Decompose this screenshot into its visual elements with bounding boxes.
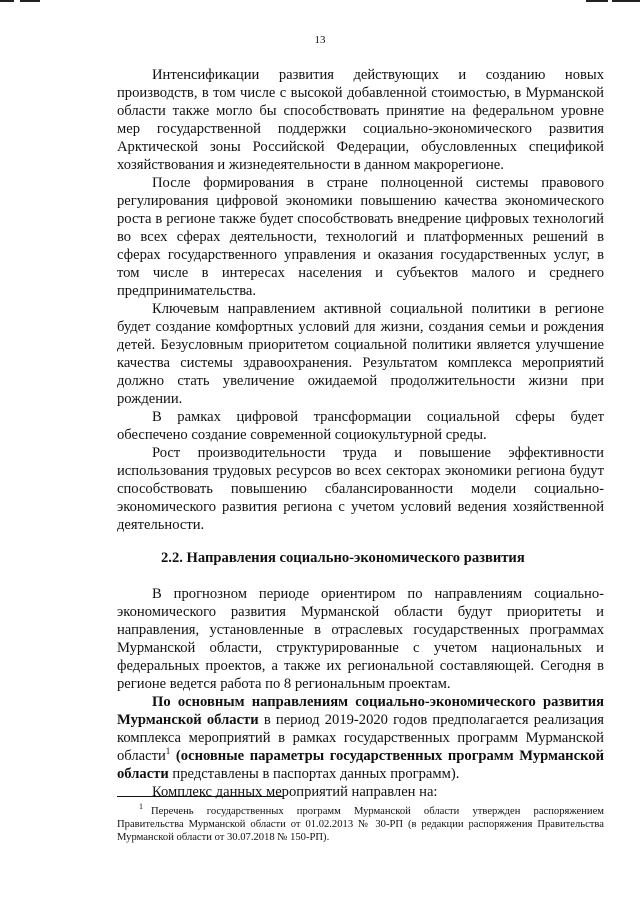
paragraph: Интенсификации развития действующих и созданию новых производств, в том числе с высокой добавленной стоимостью, в Мурманской области также могло бы способствовать принятие на федеральном уровне мер государственной поддержки социально-экономического развития Арктической зоны Российской Федерации, обусловленных спецификой хозяйствования и жизнедеятельности в данном макрорегионе. <box>117 67 604 173</box>
page-number: 13 <box>314 34 326 46</box>
paragraph-text: представлены в паспортах данных программ). <box>168 766 460 782</box>
bold-lead: По основным направлениям социально-экономического развития Мурманской области <box>117 694 604 728</box>
section-heading: 2.2. Направления социально-экономического развития <box>161 550 525 566</box>
paragraph: Рост производительности труда и повышение эффективности использования трудовых ресурсов во всех секторах экономики региона будут способствовать повышению сбалансированности модели социально-экономического развития региона с учетом условий ведения хозяйственной деятельности. <box>117 445 604 533</box>
paragraph: Ключевым направлением активной социальной политики в регионе будет создание комфортных условий для жизни, создания семьи и рождения детей. Безусловным приоритетом социальной политики является улучшение качества системы здравоохранения. Результатом комплекса мероприятий должно стать увеличение ожидаемой продолжительности жизни при рождении. <box>117 301 604 407</box>
scan-edge-mark <box>586 0 608 2</box>
paragraph-text: в период 2019-2020 годов предполагается реализация комплекса мероприятий в рамках государственных программ Мурманской области <box>117 712 604 764</box>
footnote-reference[interactable]: 1 <box>165 746 171 757</box>
footnote-text: Перечень государственных программ Мурманской области утвержден распоряжением Правительства Мурманской области от 01.02.2013 № 30-РП (в редакции распоряжения Правительства Мурманской области от 30.07.2018 № 150-РП). <box>117 806 604 843</box>
footnote-separator <box>117 796 283 797</box>
paragraph: В рамках цифровой трансформации социальной сферы будет обеспечено создание современной социокультурной среды. <box>117 409 604 443</box>
scan-edge-mark <box>0 0 14 2</box>
paragraph <box>117 693 604 783</box>
footnote-marker: 1 <box>139 802 143 812</box>
scan-edge-mark <box>20 0 40 2</box>
document-body <box>117 66 604 801</box>
paragraph: В прогнозном периоде ориентиром по направлениям социально-экономического развития Мурманской области будут приоритеты и направления, установленные в отраслевых государственных программах Мурманской области, структурированные с учетом национальных и федеральных проектов, а также их региональной составляющей. Сегодня в регионе ведется работа по 8 региональным проектам. <box>117 586 604 692</box>
bold-parenthetical: (основные параметры государственных программ Мурманской области <box>117 748 604 782</box>
paragraph: Комплекс данных мероприятий направлен на: <box>152 784 438 800</box>
paragraph: После формирования в стране полноценной системы правового регулирования цифровой экономики повышению качества экономического роста в регионе также будет способствовать внедрение цифровых технологий во всех сферах деятельности, технологий и платформенных решений в сферах государственного управления и оказания государственных услуг, в том числе в интересах населения и субъектов малого и среднего предпринимательства. <box>117 175 604 299</box>
footnote <box>117 802 604 844</box>
scan-edge-mark <box>612 0 640 2</box>
